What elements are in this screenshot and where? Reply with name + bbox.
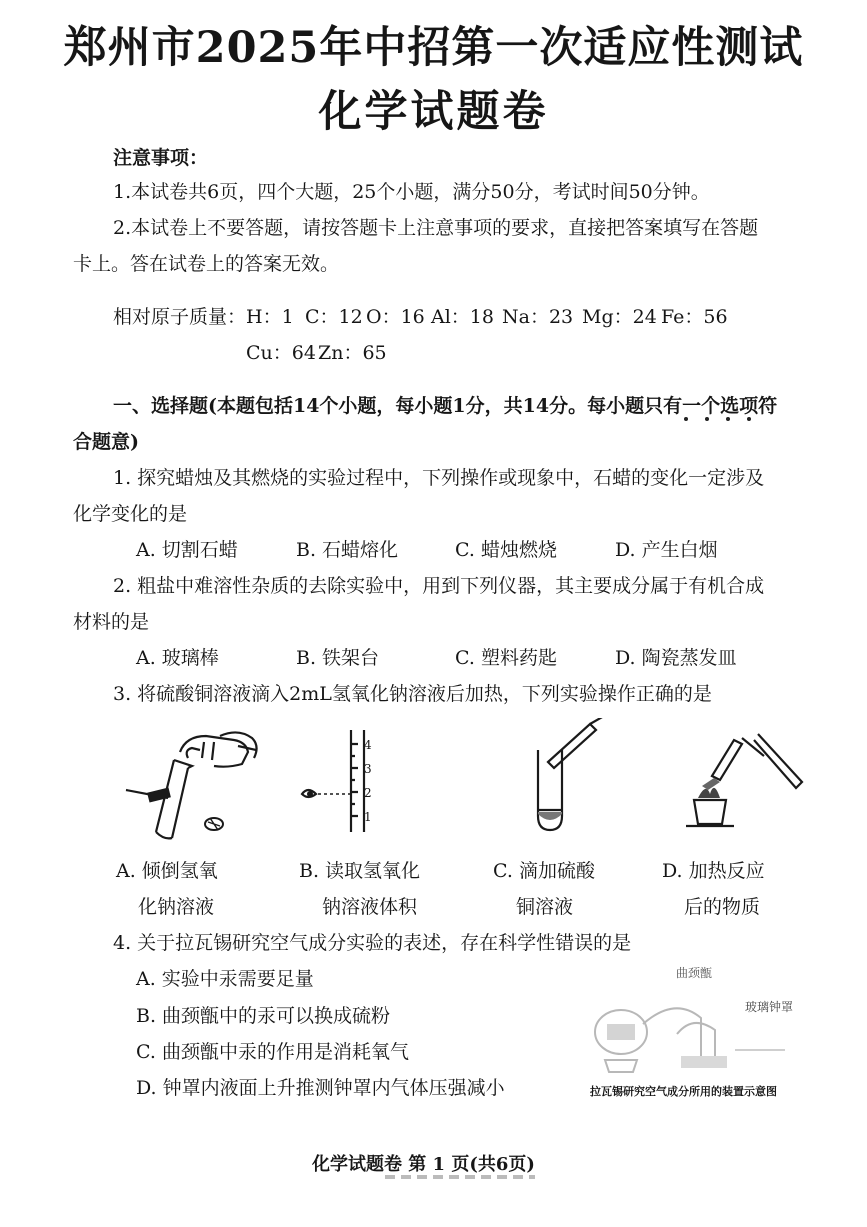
atomic-mass-c: C：12 (305, 306, 363, 328)
q4-stem: 4. 关于拉瓦锡研究空气成分实验的表述，存在科学性错误的是 (113, 932, 632, 954)
page-subtitle: 化学试题卷 (318, 87, 549, 137)
q3-option-d-line-2: 后的物质 (684, 896, 761, 918)
figure-lavoisier-apparatus (585, 990, 815, 1080)
label-retort: 曲颈甑 (676, 966, 713, 980)
q3-stem: 3. 将硫酸铜溶液滴入2mL氢氧化钠溶液后加热，下列实验操作正确的是 (113, 683, 712, 705)
page-footer: 化学试题卷 第 1 页(共6页) (312, 1154, 535, 1175)
section-1-heading-line-2: 合题意) (73, 431, 139, 453)
section-1-heading-line-1: 一、选择题(本题包括14个小题，每小题1分，共14分。每小题只有一个选项符 (113, 395, 778, 417)
q2-option-b: B. 铁架台 (296, 647, 380, 669)
figure-pouring-solution (118, 722, 268, 842)
q3-option-b-line-1: B. 读取氢氧化 (299, 860, 421, 882)
q4-option-a: A. 实验中汞需要足量 (136, 968, 314, 990)
q2-option-d: D. 陶瓷蒸发皿 (615, 647, 737, 669)
atomic-mass-fe: Fe：56 (661, 306, 728, 328)
q3-option-c-line-2: 铜溶液 (516, 896, 574, 918)
notice-heading: 注意事项： (113, 147, 209, 169)
figure-heating-tube (676, 720, 806, 835)
atomic-mass-h: H：1 (246, 306, 294, 328)
q3-option-a-line-2: 化钠溶液 (138, 896, 215, 918)
atomic-mass-o: O：16 (366, 306, 425, 328)
figure-dropping-solution (520, 718, 610, 833)
cylinder-tick-1: 1 (364, 810, 372, 824)
emphasis-dot (726, 417, 730, 421)
label-bell-jar: 玻璃钟罩 (745, 1000, 794, 1014)
emphasis-dot (747, 417, 751, 421)
q2-stem-line-2: 材料的是 (73, 611, 150, 633)
atomic-mass-al: Al：18 (431, 306, 494, 328)
atomic-mass-label: 相对原子质量： (113, 306, 247, 328)
q1-stem-line-1: 1. 探究蜡烛及其燃烧的实验过程中，下列操作或现象中，石蜡的变化一定涉及 (113, 467, 765, 489)
q4-option-b: B. 曲颈甑中的汞可以换成硫粉 (136, 1005, 391, 1027)
atomic-mass-mg: Mg：24 (582, 306, 657, 328)
q3-option-d-line-1: D. 加热反应 (662, 860, 765, 882)
emphasis-dot (684, 417, 688, 421)
notice-item-1: 1.本试卷共6页，四个大题，25个小题，满分50分，考试时间50分钟。 (113, 181, 710, 203)
footer-scan-artifact (385, 1175, 535, 1179)
figure-graduated-cylinder (296, 726, 386, 834)
q4-option-c: C. 曲颈甑中汞的作用是消耗氧气 (136, 1041, 409, 1063)
q2-option-a: A. 玻璃棒 (136, 647, 219, 669)
q2-option-c: C. 塑料药匙 (455, 647, 557, 669)
notice-item-2-line-2: 卡上。答在试卷上的答案无效。 (73, 253, 340, 275)
q4-option-d: D. 钟罩内液面上升推测钟罩内气体压强减小 (136, 1077, 505, 1099)
cylinder-tick-3: 3 (364, 762, 372, 776)
q1-option-c: C. 蜡烛燃烧 (455, 539, 557, 561)
q3-option-a-line-1: A. 倾倒氢氧 (116, 860, 218, 882)
q3-option-c-line-1: C. 滴加硫酸 (493, 860, 595, 882)
page-title: 郑州市2025年中招第一次适应性测试 (63, 23, 804, 73)
q3-option-b-line-2: 钠溶液体积 (322, 896, 418, 918)
q2-stem-line-1: 2. 粗盐中难溶性杂质的去除实验中，用到下列仪器，其主要成分属于有机合成 (113, 575, 765, 597)
atomic-mass-na: Na：23 (502, 306, 574, 328)
emphasis-dot (705, 417, 709, 421)
atomic-mass-zn: Zn：65 (318, 342, 387, 364)
notice-item-2-line-1: 2.本试卷上不要答题，请按答题卡上注意事项的要求，直接把答案填写在答题 (113, 217, 759, 239)
cylinder-tick-4: 4 (364, 738, 372, 752)
q1-stem-line-2: 化学变化的是 (73, 503, 188, 525)
q1-option-d: D. 产生白烟 (615, 539, 718, 561)
q1-option-a: A. 切割石蜡 (136, 539, 238, 561)
cylinder-tick-2: 2 (364, 786, 372, 800)
q1-option-b: B. 石蜡熔化 (296, 539, 399, 561)
figure-caption: 拉瓦锡研究空气成分所用的装置示意图 (590, 1085, 777, 1098)
atomic-mass-cu: Cu：64 (246, 342, 316, 364)
